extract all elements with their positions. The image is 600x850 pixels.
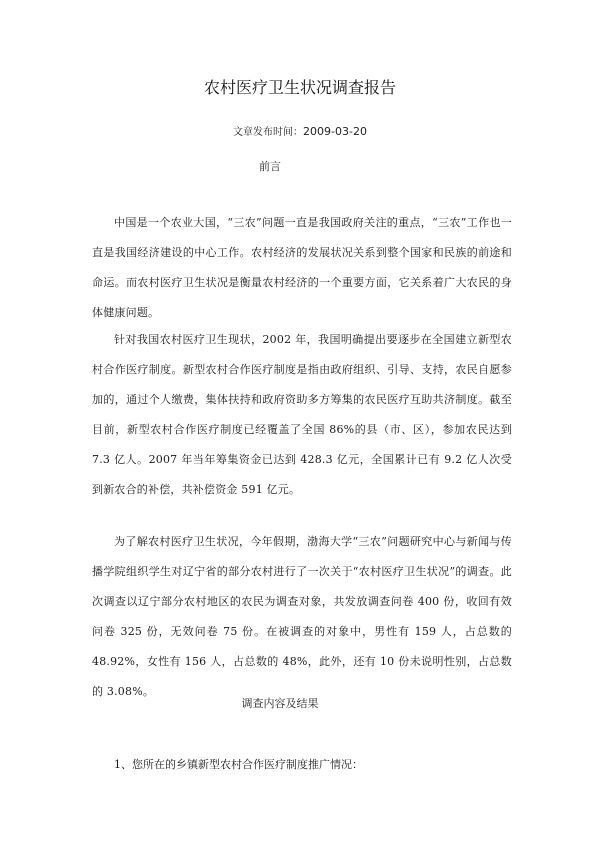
paragraph-intro: 中国是一个农业大国，“三农”问题一直是我国政府关注的重点，“三农”工作也一直是我国经济建设的中心工作。农村经济的发展状况关系到整个国家和民族的前途和命运。而农村医疗卫生状况是衡量农村经济的一个重要方面，它关系着广大农民的身体健康问题。 (92, 216, 512, 319)
paragraph-policy: 针对我国农村医疗卫生现状，2002 年，我国明确提出要逐步在全国建立新型农村合作医疗制度。新型农村合作医疗制度是指由政府组织、引导、支持，农民自愿参加的，通过个人缴费，集体扶持和政府资助多方筹集的农民医疗互助共济制度。截至目前，新型农村合作医疗制度已经覆盖了全国 86%的县（市、区），参加农民达到 7.3 亿人。2007 年当年筹集资金已达到 428.3 亿元，全国累计已有 9.2 亿人次受到新农合的补偿，共补偿资金 591 亿元。 (92, 333, 512, 496)
document-title: 农村医疗卫生状况调查报告 (203, 78, 396, 97)
preface-heading: 前言 (259, 160, 281, 173)
paragraph-survey-method: 为了解农村医疗卫生状况，今年假期，渤海大学“三农”问题研究中心与新闻与传播学院组织学生对辽宁省的部分农村进行了一次关于“农村医疗卫生状况”的调查。此次调查以辽宁部分农村地区的农民为调查对象，共发放调查问卷 400 份，收回有效问卷 325 份，无效问卷 75 份。在被调查的对象中，男性有 159 人，占总数的 48.92%，女性有 156 人，占总数的 48%，此外，还有 10 份未说明性别，占总数的 3.08%。 (92, 535, 512, 698)
survey-results-heading: 调查内容及结果 (241, 697, 319, 710)
publish-date-line (0, 125, 600, 140)
publish-date-label: 文章发布时间： (233, 127, 304, 138)
question-1: 1、您所在的乡镇新型农村合作医疗制度推广情况： (114, 758, 363, 771)
publish-date-value: 2009-03-20 (303, 125, 367, 138)
